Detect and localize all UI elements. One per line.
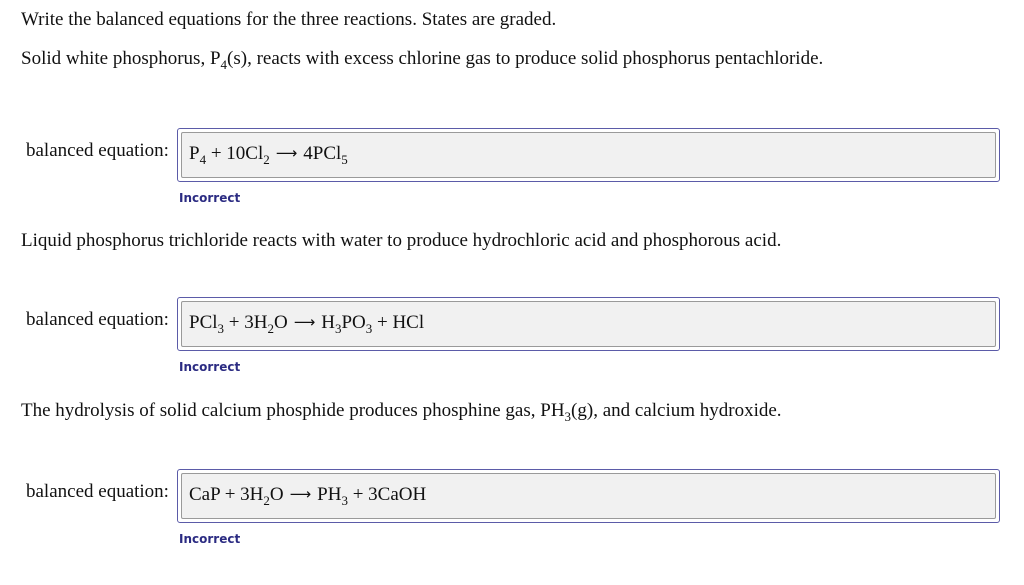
feedback-status-1: Incorrect: [179, 191, 241, 205]
balanced-equation-label: balanced equation:: [26, 140, 169, 161]
reaction-arrow-icon: ⟶: [275, 144, 298, 162]
reaction-arrow-icon: ⟶: [289, 485, 312, 503]
problem-1-prompt: Solid white phosphorus, $P_4(s)$, reacts with excess chlorine gas to produce solid phosphorus pentachloride.: [21, 48, 824, 72]
answer-box-1[interactable]: [177, 128, 1000, 182]
instruction-text: Write the balanced equations for the three reactions. States are graded.: [21, 9, 557, 30]
problem-1-answer-row: [0, 128, 1024, 184]
feedback-status-2: Incorrect: [179, 360, 241, 374]
answer-box-3[interactable]: [177, 469, 1000, 523]
answer-box-2[interactable]: [177, 297, 1000, 351]
balanced-equation-label: balanced equation:: [26, 309, 169, 330]
problem-3-prompt: The hydrolysis of solid calcium phosphide produces phosphine gas, $PH_3(g)$, and calcium hydroxide.: [21, 400, 782, 424]
balanced-equation-label: balanced equation:: [26, 481, 169, 502]
equation-input-3[interactable]: CaP + $3H_2O$ ⟶ $PH_3$ + 3CaOH: [181, 473, 996, 519]
problem-2-answer-row: [0, 297, 1024, 353]
feedback-status-3: Incorrect: [179, 532, 241, 546]
problem-2-prompt: Liquid phosphorus trichloride reacts with water to produce hydrochloric acid and phosphorous acid.: [21, 230, 782, 251]
problem-3-answer-row: [0, 469, 1024, 525]
equation-input-1[interactable]: $P_4 + 10Cl_2$ ⟶ 4PCl$_5$: [181, 132, 996, 178]
equation-input-2[interactable]: $PCl_3 + 3H_2O$ ⟶ $H_3PO_3$ + HCl: [181, 301, 996, 347]
reaction-arrow-icon: ⟶: [293, 313, 316, 331]
